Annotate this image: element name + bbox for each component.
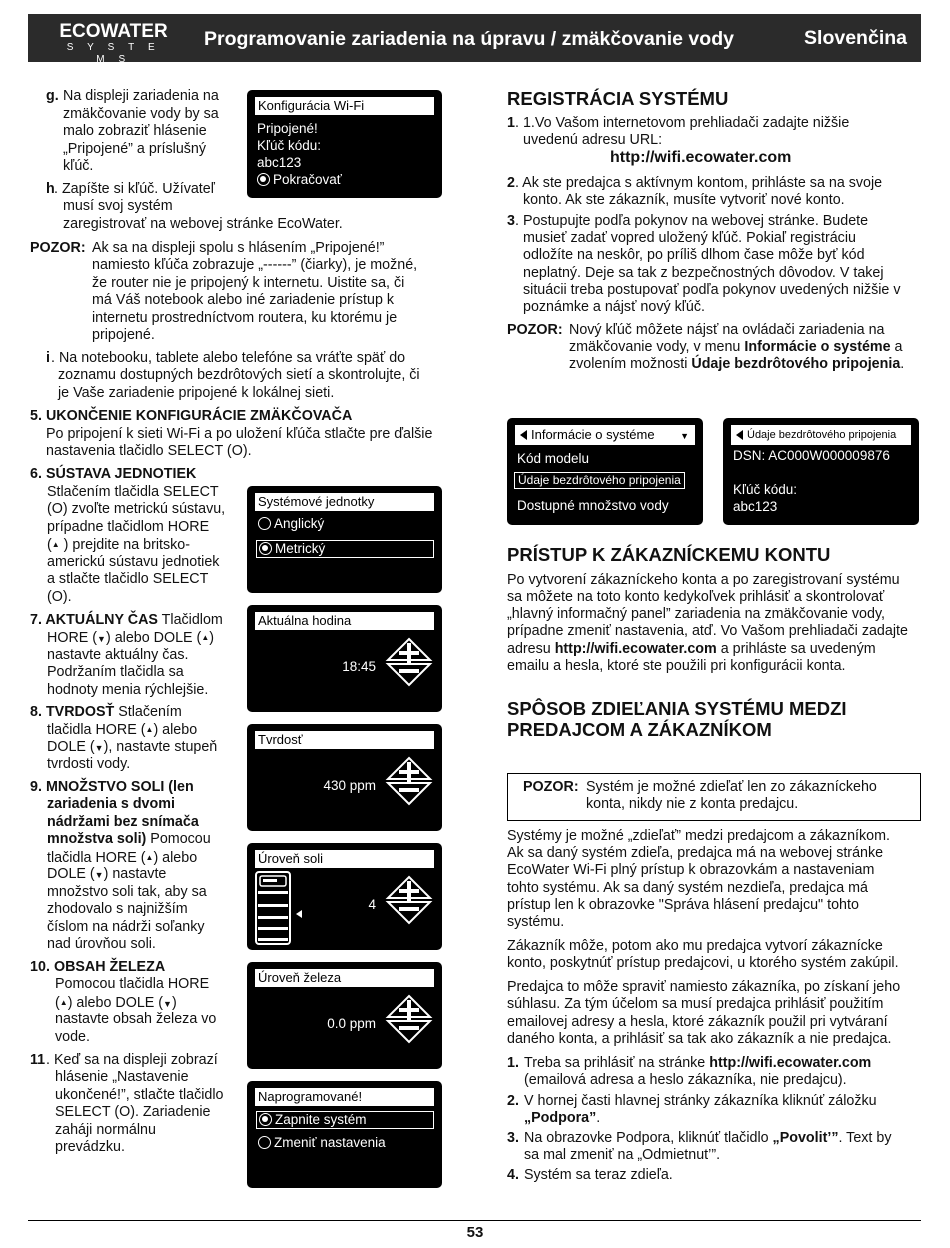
step6-line: americkú sústavu jednotiek [47, 554, 220, 570]
share-para3-line: daného konta, a prihlásiť sa tak ako zákazník a nie predajca. [507, 1031, 892, 1047]
step9-title: nádržami bez snímača [47, 814, 199, 830]
share-para1-line: EcoWater Wi-Fi plný prístup k obrazovkám a nastaveniam [507, 862, 875, 878]
screen-line: Pripojené! [257, 121, 318, 136]
step9-line: DOLE (▼) nastavte [47, 866, 167, 882]
page-header [28, 14, 921, 65]
reg-step2-line: konto. Ak ste zákazník, musíte vytvoriť nové konto. [523, 192, 845, 208]
reg-step3-line: neplatný. Deje sa tak z bezpečnostných dôvodov. V takej [523, 265, 884, 281]
step6-title: . SÚSTAVA JEDNOTIEK [38, 466, 197, 482]
reg-step3-line: situácii treba postupovať podľa pokynov uvedených nižšie v [523, 282, 901, 298]
step-i-line: je Vaše zariadenie pripojené k lokálnej sieti. [58, 385, 335, 401]
step5-title: . UKONČENIE KONFIGURÁCIE ZMÄKČOVAČA [38, 408, 353, 424]
step7-line: HORE (▼) alebo DOLE (▲ ) [47, 629, 214, 649]
salt-level-screen [247, 843, 442, 950]
pozor-line: Ak sa na displeji spolu s hlásením „Pripojené!” [92, 240, 385, 256]
share-para2-line: Zákazník môže, potom ako mu predajca vytvorí zákaznícke [507, 938, 883, 954]
down-arrow-icon: ▼ [94, 870, 104, 880]
note-label: POZOR: [523, 779, 579, 795]
share-step3-line: sa mal zmeniť na „Odmietnut’”. [524, 1147, 721, 1163]
step11-line: prevádzku. [55, 1139, 125, 1155]
step-g-line: zmäkčovanie vody by sa [63, 106, 219, 122]
share-step3-line: Na obrazovke Podpora, kliknúť tlačidlo „Povolit’”. Text by [524, 1130, 892, 1146]
pozor-label: POZOR: [30, 240, 86, 256]
pozor-line: pripojené. [92, 327, 155, 343]
time-screen [247, 605, 442, 712]
screen-title: Informácie o systéme ▼ [515, 425, 695, 445]
share-step1-line: Treba sa prihlásiť na stránke http://wifi.ecowater.com [524, 1055, 872, 1071]
header-title: Programovanie zariadenia na úpravu / zmäkčovanie vody [204, 28, 734, 50]
step-h-label: h [46, 181, 55, 197]
step10-num: 10 [30, 959, 46, 975]
access-line: sa môžete na toto konto kedykoľvek prihlásiť a skontrolovať [507, 589, 885, 605]
share-para2-line: konto, poskytnúť prístup predajcovi, u ktorého systém zakúpil. [507, 955, 899, 971]
screen-title: Údaje bezdrôtového pripojenia [731, 425, 911, 445]
step-h-line: zaregistrovať na webovej stránke EcoWater. [63, 216, 343, 232]
note-line: Systém je možné zdieľať len zo zákazníckeho [586, 779, 877, 795]
menu-item: Dostupné množstvo vody [517, 498, 669, 513]
radio-selected-icon [259, 542, 272, 555]
reg-step2-num: 2 [507, 175, 515, 191]
step9-line: tlačidla HORE (▲ ) alebo [47, 849, 197, 868]
share-para1-line: prístup len k obrazovke "Správa hlásení predajcu" tohto [507, 897, 859, 913]
step6-line: Stlačením tlačidla SELECT [47, 484, 219, 500]
pozor-line: zvolením možnosti Údaje bezdrôtového pripojenia. [569, 356, 905, 372]
option-imperial: Anglický [256, 516, 434, 534]
step6-line: a stlačte tlačidlo SELECT [47, 571, 209, 587]
wireless-data-screen [723, 418, 919, 525]
system-info-screen [507, 418, 703, 525]
iron-level-screen [247, 962, 442, 1069]
reg-step1-num: 1 [507, 115, 515, 131]
share-para1-line: Ak sa daný systém zdieľa, predajca má na webovej stránke [507, 845, 884, 861]
share-para3-line: Predajca to môže spraviť namiesto zákazníka, po získaní jeho [507, 979, 901, 995]
registration-heading: REGISTRÁCIA SYSTÉMU [507, 88, 729, 109]
step11-line: hlásenie „Nastavenie [55, 1069, 189, 1085]
screen-title: Úroveň soli [255, 850, 434, 868]
menu-item-selected: Údaje bezdrôtového pripojenia [514, 472, 685, 489]
step9-line: množstva soli) Pomocou [47, 831, 211, 847]
share-step2-line: „Podpora”. [524, 1110, 601, 1126]
share-step1-line: (emailová adresa a heslo zákazníka, nie predajcu). [524, 1072, 847, 1088]
time-value: 18:45 [342, 659, 376, 674]
pozor-line: zmäkčovanie vody, v menu Informácie o systéme a [569, 339, 903, 355]
step-i-line: . Na notebooku, tablete alebo telefóne sa vráťte späť do [51, 350, 406, 366]
step9-num: 9 [30, 779, 38, 795]
salt-value: 4 [368, 897, 376, 912]
ecowater-logo [56, 21, 171, 66]
note-line: konta, nikdy nie z konta predajcu. [586, 796, 799, 812]
back-arrow-icon [520, 430, 527, 440]
step8-line: tlačidla HORE (▲ ) alebo [47, 721, 197, 740]
logo-line1: ECOWATER [59, 21, 168, 42]
hardness-value: 430 ppm [323, 778, 376, 793]
share-step2-line: V hornej časti hlavnej stránky zákazníka kliknúť záložku [524, 1093, 877, 1109]
radio-selected-icon [257, 173, 270, 186]
step8-line: tvrdosti vody. [47, 756, 131, 772]
step6-num: 6 [30, 466, 38, 482]
step9-line: množstvo soli tak, aby sa [47, 884, 207, 900]
iron-value: 0.0 ppm [327, 1016, 376, 1031]
option-start-system: Zapnite systém [256, 1111, 434, 1129]
step7-num: 7 [30, 612, 38, 628]
plus-minus-icon [384, 992, 434, 1062]
units-screen [247, 486, 442, 593]
step10-line: Pomocou tlačidla HORE [55, 976, 210, 992]
step9-title: . MNOŽSTVO SOLI (len [38, 779, 194, 795]
brine-tank-icon [255, 871, 303, 945]
up-arrow-icon [52, 537, 60, 553]
step-g-line: „Pripojené” a príslušný [63, 141, 207, 157]
step7-line: Podržaním tlačidla sa [47, 664, 184, 680]
step8-first-line: . TVRDOSŤ Stlačením [38, 704, 182, 720]
screen-title: Naprogramované! [255, 1088, 434, 1106]
plus-minus-icon [384, 873, 434, 943]
reg-step1-line: uvedenú adresu URL: [523, 132, 663, 148]
back-arrow-icon [736, 430, 743, 440]
screen-title: Konfigurácia Wi-Fi [255, 97, 434, 115]
radio-empty-icon [258, 517, 271, 530]
step-i-label: i [46, 350, 50, 366]
page-number: 53 [466, 1224, 484, 1241]
step5-line: Po pripojení k sieti Wi-Fi a po uložení kľúča stlačte pre ďalšie [46, 426, 433, 442]
down-arrow-icon: ▼ [94, 743, 104, 753]
step-g-line: kľúč. [63, 158, 94, 174]
screen-line: Kľúč kódu: [733, 482, 797, 497]
screen-line: abc123 [733, 499, 778, 514]
share-para3-line: súhlasu. Za tým účelom sa musí predajca prihlásiť použitím [507, 996, 884, 1012]
screen-title: Systémové jednotky [255, 493, 434, 511]
share-step3-num: 3. [507, 1130, 519, 1146]
pozor-line: Nový kľúč môžete nájsť na ovládači zariadenia na [569, 322, 885, 338]
share-heading: PREDAJCOM A ZÁKAZNÍKOM [507, 719, 772, 740]
down-arrow-icon: ▼ [97, 634, 106, 644]
share-step2-num: 2. [507, 1093, 519, 1109]
step8-num: 8 [30, 704, 38, 720]
step11-line: zaháji normálnu [55, 1122, 156, 1138]
step6-line: (O) zvoľte metrickú sústavu, [47, 501, 226, 517]
step11-line: ukončené!”, stlačte tlačidlo [55, 1087, 224, 1103]
screen-line: Kľúč kódu: [257, 138, 321, 153]
down-arrow-icon: ▼ [163, 999, 172, 1009]
share-para1-line: systému. [507, 914, 565, 930]
step-h-line: musí svoj systém [63, 198, 173, 214]
screen-line: abc123 [257, 155, 302, 170]
continue-option: Pokračovať [257, 171, 342, 189]
step6-line: (▲ ) prejdite na britsko- [47, 536, 190, 555]
screen-title: Tvrdosť [255, 731, 434, 749]
reg-step1-line: . 1.Vo Vašom internetovom prehliadači zadajte nižšie [515, 115, 850, 131]
step10-line: nastavte obsah železa vo [55, 1011, 217, 1027]
step9-line: číslom na nádrži soľanky [47, 919, 205, 935]
radio-empty-icon [258, 1136, 271, 1149]
step-i-line: zoznamu dostupných bezdrôtových sietí a skontrolujte, či [58, 367, 420, 383]
step-g-label: g. [46, 88, 59, 104]
reg-step3-line: odložíte na neskôr, po príliš dlhom čase môže byť kód [523, 247, 865, 263]
step9-line: zhodovalo s najnižším [47, 901, 188, 917]
reg-step3-line: . Postupujte podľa pokynov na webovej stránke. Budete [515, 213, 869, 229]
access-line: Po vytvorení zákazníckeho konta a po zaregistrovaní systému [507, 572, 900, 588]
screen-title: Aktuálna hodina [255, 612, 434, 630]
share-para3-line: emailovej adresy a hesla, ktoré zákazník použil pri vytváraní [507, 1014, 888, 1030]
step5-line: nastavenia tlačidlo SELECT (O). [46, 443, 252, 459]
step11-num: 11 [30, 1052, 46, 1068]
share-heading: SPÔSOB ZDIEĽANIA SYSTÉMU MEDZI [507, 698, 847, 719]
access-heading: PRÍSTUP K ZÁKAZNÍCKEMU KONTU [507, 544, 831, 565]
step7-first-line: . AKTUÁLNY ČAS Tlačidlom [38, 612, 223, 628]
access-line: adresu http://wifi.ecowater.com a prihláste sa uvedeným [507, 641, 876, 657]
plus-minus-icon [384, 635, 434, 705]
option-metric: Metrický [256, 540, 434, 558]
step10-line: (▲ ) alebo DOLE (▼) [55, 994, 177, 1014]
share-step4-line: Systém sa teraz zdieľa. [524, 1167, 673, 1183]
pozor-line: že router nie je pripojený k internetu. Uistite sa, či [92, 275, 405, 291]
step-g-line: Na displeji zariadenia na [63, 88, 219, 104]
share-step4-num: 4. [507, 1167, 519, 1183]
registration-url: http://wifi.ecowater.com [610, 149, 792, 166]
step7-line: nastavte aktuálny čas. [47, 647, 189, 663]
reg-step3-line: musieť zadať vopred uložený kľúč. Pokiaľ registráciu [523, 230, 856, 246]
step6-line: prípadne tlačidlom HORE [47, 519, 210, 535]
logo-line2: S Y S T E M S [66, 42, 161, 65]
screen-title: Úroveň železa [255, 969, 434, 987]
share-step1-num: 1. [507, 1055, 519, 1071]
plus-minus-icon [384, 754, 434, 824]
reg-step3-line: poznámke a nájsť nový kľúč. [523, 299, 705, 315]
step9-title: zariadenia s dvomi [47, 796, 175, 812]
share-para1-line: Systémy je možné „zdieľať” medzi predajcom a zákazníkom. [507, 828, 890, 844]
step9-line: nad úrovňou soli. [47, 936, 156, 952]
screen-line: DSN: AC000W000009876 [733, 448, 890, 463]
step11-line: SELECT (O). Zariadenie [55, 1104, 211, 1120]
share-para1-line: tohto systému. Ak sa daný systém nezdieľa, predajca má [507, 880, 868, 896]
access-line: prípadne zmeniť nastavenia, atď. Vo Vašom prehliadači zadajte [507, 623, 908, 639]
pozor-line: namiesto kľúča zobrazuje „------” (čiarky), je možné, [92, 257, 418, 273]
pozor-line: internetu prostredníctvom routera, ku ktorému je [92, 310, 398, 326]
step-g-line: malo zobraziť hlásenie [63, 123, 207, 139]
step6-line: (O). [47, 589, 72, 605]
step10-line: vode. [55, 1029, 90, 1045]
up-arrow-icon [60, 995, 68, 1011]
share-note-box [507, 773, 921, 821]
pozor-label: POZOR: [507, 322, 563, 338]
step-h-line: . Zapíšte si kľúč. Užívateľ [54, 181, 215, 197]
programmed-screen [247, 1081, 442, 1188]
access-line: emailu a hesla, ktoré ste použili pri konfigurácii konta. [507, 658, 846, 674]
access-line: „hlavný informačný panel” zariadenia na zmäkčovanie vody, [507, 606, 886, 622]
hardness-screen [247, 724, 442, 831]
wifi-config-screen [247, 90, 442, 198]
option-change-settings: Zmeniť nastavenia [256, 1135, 434, 1153]
reg-step2-line: . Ak ste predajca s aktívnym kontom, prihláste sa na svoje [515, 175, 883, 191]
step8-line: DOLE (▼), nastavte stupeň [47, 739, 218, 755]
chevron-down-icon: ▼ [680, 431, 689, 441]
step5-num: 5 [30, 408, 38, 424]
step11-line: . Keď sa na displeji zobrazí [46, 1052, 218, 1068]
radio-selected-icon [259, 1113, 272, 1126]
menu-item: Kód modelu [517, 451, 590, 466]
footer-divider [28, 1220, 921, 1221]
reg-step3-num: 3 [507, 213, 515, 229]
pozor-line: má Váš notebook alebo iné zariadenie prístup k [92, 292, 395, 308]
step7-line: hodnoty menia rýchlejšie. [47, 682, 209, 698]
step10-title: . OBSAH ŽELEZA [46, 959, 166, 975]
header-language: Slovenčina [804, 27, 907, 49]
